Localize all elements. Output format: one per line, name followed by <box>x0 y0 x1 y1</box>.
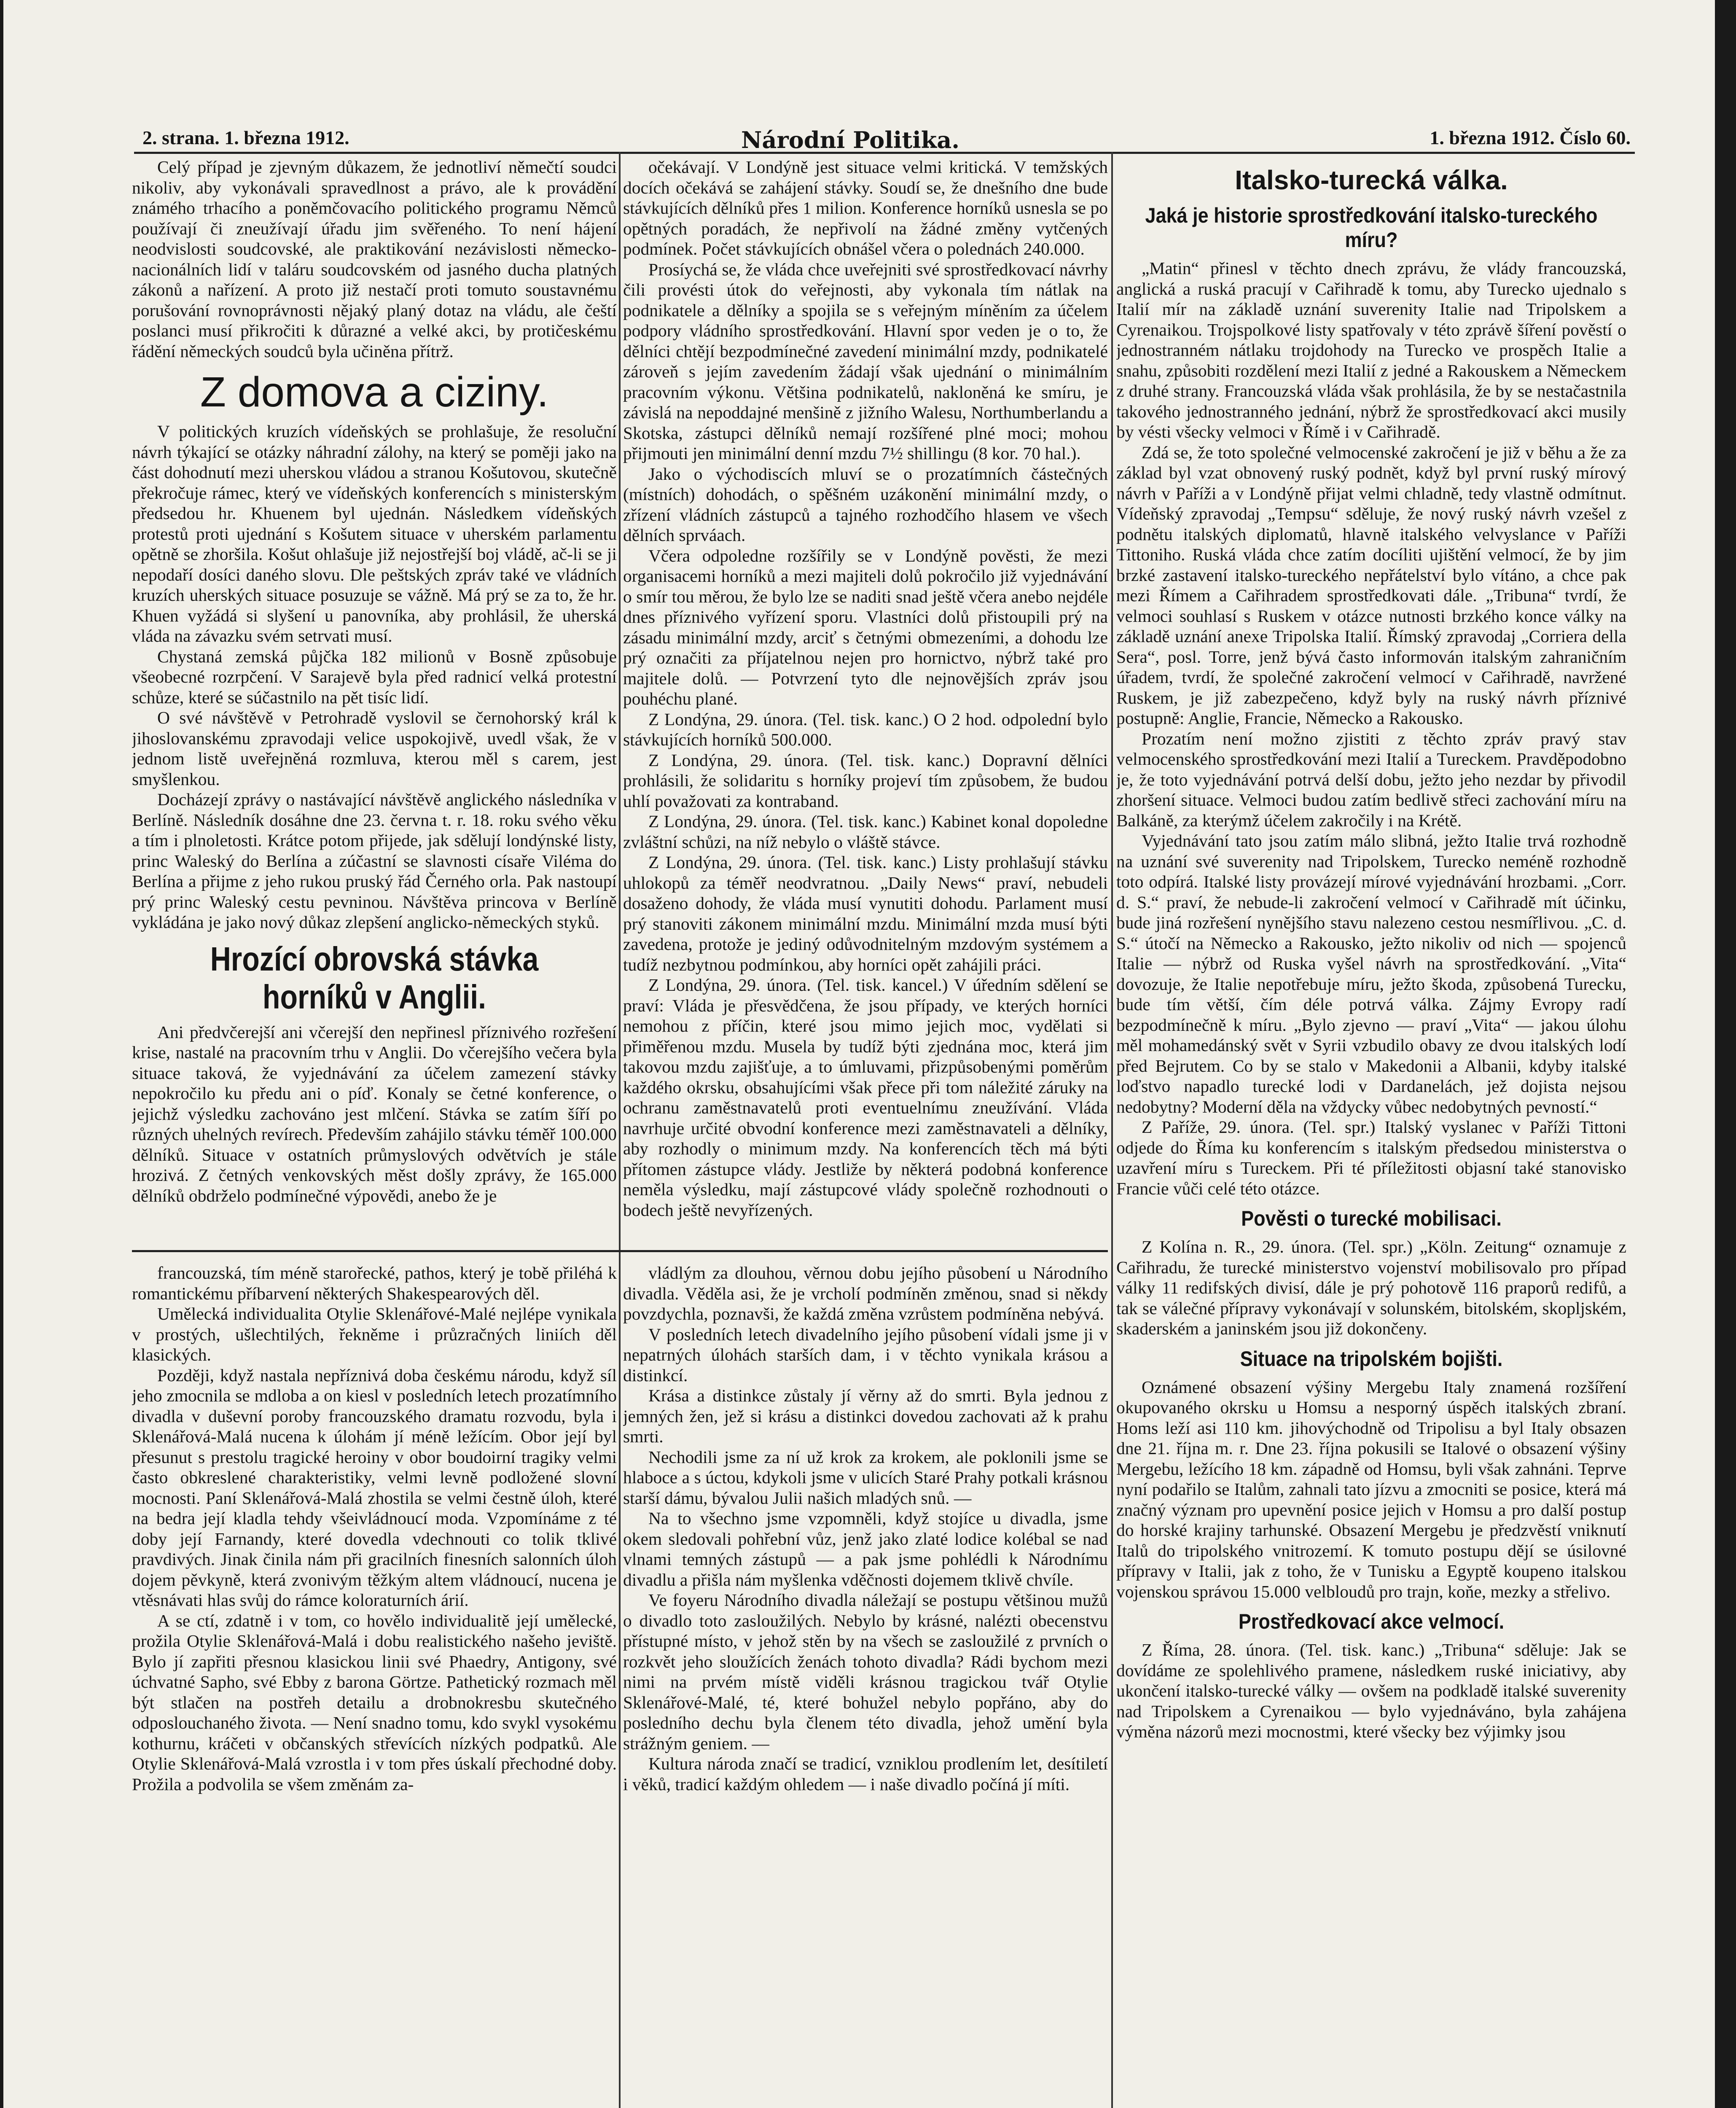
paragraph: Vyjednávání tato jsou zatím málo slibná, ježto Italie trvá rozhodně na uznání své suverenity nad Tripolskem, Turecko neméně rozhodně toto odpírá. Italské listy provázejí mírové vyjednávání hrozbami. „Corr. d. S.“ praví, že nebude-li zakročení velmocí v Cařihradě mít účinku, bude jiná rozřešení nynějšího stavu nalezeno cestou nesmířlivou. „C. d. S.“ útočí na Německo a Rakousko, ježto nikoliv od nich — spojenců Italie — nýbrž od Ruska vyšel návrh na sprostředkování. „Vita“ dovozuje, že Italie nepotřebuje míru, ježto škoda, způsobená Turecku, bude tím větší, čím déle potrvá válka. Zájmy Evropy radí bezpodmínečně k míru. „Bylo zjevno — praví „Vita“ — jakou úlohu měl mohamedánský svět v Syrii vzbudilo obavy ze dvou italských lodí před Bejrutem. Co by se stalo v Makedonii a Albanii, kdyby italské loďstvo napadlo turecké lodi v Dardanelách, jež dojista nejsou nedobytny? Moderní děla na vždycky vůbec nedobytných pevností.“ <box>1116 831 1626 1116</box>
dispatch: Z Londýna, 29. února. (Tel. tisk. kanc.) Dopravní dělníci prohlásili, že solidaritu s horníky projeví tím způsobem, že budou uhlí považovati za kontraband. <box>623 750 1108 811</box>
paragraph: Prosíychá se, že vláda chce uveřejniti své sprostředkovací návrhy čili provésti útok do veřejnosti, aby vykonala tím nátlak na podnikatele a dělníky a spojila se s veřejným míněním za účelem podpory vládního sprostředkování. Hlavní spor veden je o to, že dělníci chtějí bezpodmínečné zavedení minimální mzdy, podnikatelé zároveň s jejím zavedením žádají však ujednání o minimálním pracovním výkonu. Většina podnikatelů, nakloněná ke smíru, je závislá na nepoddajné menšině z jižního Walesu, Northumberlandu a Skotska, zástupci dělníků nemají rozšířené plné moci; mohou přijmouti jen minimální denní mzdu 7½ shillingu (8 kor. 70 hal.). <box>623 259 1108 463</box>
column-2 <box>623 157 1108 1312</box>
paragraph: Ani předvčerejší ani včerejší den nepřinesl příznivého rozřešení krise, nastalé na pracovním trhu v Anglii. Do včerejšího večera byla situace taková, že vyjednávání za účelem zamezení stávky nepokročilo ku předu ani o píď. Konaly se četné konference, o jejichž výsledku zachováno jest mlčení. Stávka se zatím šíří po různých uhelných revírech. Především zahájilo stávku téměř 100.000 dělníků. Situace v ostatních průmyslových odvětvích je stále hrozivá. Z četných venkovských měst došly zprávy, že 165.000 dělníků obdrželo podmínečné výpovědi, anebo že je <box>132 1022 617 1205</box>
column-3 <box>1116 157 1626 2108</box>
paragraph: O své návštěvě v Petrohradě vyslovil se černohorský král k jihoslovanskému zpravodaji velice uspokojivě, uvedl však, že v jednom listě uveřejněná rozmluva, kterou měl s carem, jest smyšlenkou. <box>132 708 617 789</box>
feuilleton-column-1 <box>132 1263 617 2108</box>
paragraph: Nechodili jsme za ní už krok za krokem, ale poklonili jsme se hlaboce a s úctou, kdykoli jsme v ulicích Staré Prahy potkali krásnou starší dámu, bývalou Julii našich mladých snů. — <box>623 1447 1108 1508</box>
paragraph: Z Kolína n. R., 29. února. (Tel. spr.) „Köln. Zeitung“ oznamuje z Cařihradu, že turecké ministerstvo vojenství mobilisovalo pro případ války 11 redifských divisí, dále je prý pohotově 116 praporů redifů, a tak se válečné přípravy vykonávají v solunském, bitolském, skopljském, skaderském a janinském jsou již dokončeny. <box>1116 1237 1626 1338</box>
page-header <box>134 126 1635 154</box>
section-heading: Z domova a ciziny. <box>200 368 549 416</box>
column-divider <box>619 1256 621 2108</box>
paragraph: francouzská, tím méně starořecké, pathos, který je tobě přiléhá k romantickému příbarvení některých Shakespearových děl. <box>132 1263 617 1303</box>
paragraph: vládlým za dlouhou, věrnou dobu jejího působení u Národního divadla. Věděla asi, že je vrcholí podmíněn změnou, snad si někdy povzdychla, poznavši, že každá změna vzrůstem podmíněna nebývá. <box>623 1263 1108 1323</box>
article-heading: Italsko-turecká válka. <box>1235 165 1508 195</box>
header-left: 2. strana. 1. března 1912. <box>142 127 349 148</box>
paragraph: Ve foyeru Národního divadla náležají se postupu většinou mužů o divadlo toto zasloužilých. Nebylo by krásné, nalézti obecenstvu přístupné místo, v jehož stěn by na všech se zasloužilé z prvních o rozkvět jeho sloužících ženách tohoto divadla? Rádi bychom mezi nimi na prvém místě viděli krásnou tragickou tvář Otylie Sklenářové-Malé, té, které bohužel nebylo popřáno, aby do posledního dechu byla členem této divadla, jehož umění byla strážným geniem. — <box>623 1590 1108 1753</box>
paragraph: Jako o východiscích mluví se o prozatímních částečných (místních) dohodách, o spěšném uzákonění minimální mzdy, o zřízení vládních zástupců a tajného rozhodčího hlasem ve všech dělních sprváach. <box>623 464 1108 545</box>
dispatch: Z Londýna, 29. února. (Tel. tisk. kanc.) Kabinet konal dopoledne zvláštní schůzi, na níž nebylo o vláště stávce. <box>623 812 1108 852</box>
paragraph: Zdá se, že toto společné velmocenské zakročení je již v běhu a že za základ byl vzat obnovený ruský podnět, když byl první ruský mírový návrh v Paříži a v Londýně přijat velmi chladně, tedy vlastně odmítnut. Vídeňský zpravodaj „Tempsu“ sděluje, že nový ruský návrh vzešel z podnětu italských diplomatů, hlavně italského velvyslance v Paříži Tittoniho. Ruská vláda chce zatím docíliti ujištění velmocí, že by jim brzké zastavení italsko-tureckého nepřátelství bylo vítáno, a chce pak mezi Římem a Cařihradem sprostředkovati dále. „Tribuna“ tvrdí, že velmoci souhlasí s Ruskem v otázce nutnosti brzkého konce války na základě uznání anexe Tripolska Italií. Římský zpravodaj „Corriera della Sera“, posl. Torre, jenž bývá často informován italským zahraničním úřadem, tvrdí, že společné zakročení velmocí v Cařihradě, navržené Ruskem, je již zabezpečeno, když byly na ruský návrh příznivé postupně: Anglie, Francie, Německo a Rakousko. <box>1116 442 1626 728</box>
paragraph: „Matin“ přinesl v těchto dnech zprávu, že vlády francouzská, anglická a ruská pracují v Cařihradě k tomu, aby Turecko ujednalo s Italií mír na základě uznání suverenity Italie nad Tripolskem a Cyrenaikou. Trojspolkové listy spatřovaly v této zprávě šíření pověstí o jednostranném nátlaku trojdohody na Turecko ve prospěch Italie a snahu, způsobiti rozdělení mezi Italií z jedné a Rakouskem a Německem z druhé strany. Francouzská vláda však prohlásila, že by se nestačastnila takového jednostranného jednání, nýbrž že sprostředkovací akci musily by vésti všecky velmoci v Římě i v Cařihradě. <box>1116 258 1626 441</box>
paragraph: Krása a distinkce zůstaly jí věrny až do smrti. Byla jednou z jemných žen, jež si krásu a distinkci dovedou zachovati až k prahu smrti. <box>623 1386 1108 1446</box>
dispatch: Z Londýna, 29. února. (Tel. tisk. kanc.) O 2 hod. odpolední bylo stávkujících horníků 500.000. <box>623 709 1108 749</box>
article-heading: Pověsti o turecké mobilisaci. <box>1241 1207 1502 1230</box>
article-heading: Situace na tripolském bojišti. <box>1240 1347 1503 1371</box>
paragraph: A se ctí, zdatně i v tom, co hovělo individualitě její umělecké, prožila Otylie Sklenářová-Malá i dobu realistického našeho jeviště. Bylo jí zapřiti přesnou klasickou linii své Phaedry, Antigony, své úchvatné Sapho, své Ebby z barona Görtze. Pathetický rozmach měl být stlačen na postřeh detailu a drobnokresbu skutečného odposlouchaného života. — Není snadno tomu, kdo svykl vysokému kothurnu, kráčeti v občanských střevících nízkých podpatků. Ale Otylie Sklenářová-Malá vzrostla i v tom přes úskalí přechodné doby. Prožila a podvolila se všem změnám za- <box>132 1611 617 1794</box>
newspaper-page <box>3 0 1715 2108</box>
article-subheading: Jaká je historie sprostředkování italsko-tureckého míru? <box>1145 204 1598 252</box>
paragraph: Z Paříže, 29. února. (Tel. spr.) Italský vyslanec v Paříži Tittoni odjede do Říma ku konferencím s italským předsedou ministerstva o uzavření míru s Tureckem. Při té příležitosti objasní také stanovisko Francie vůči celé této otázce. <box>1116 1117 1626 1198</box>
paragraph: Později, když nastala nepříznivá doba českému národu, když síl jeho zmocnila se mdloba a on kiesl v posledních letech prozatímního divadla v duševní poroby francouzského dramatu rozvodu, byla i Sklenářová-Malá nucena k úlohám jí méně ležícím. Obor její byl přesunut s prestolu tragické heroiny v obor boudoirní tragiky velmi často obkreslené charakteristiky, velmi levně podložené slovní mocnosti. Paní Sklenářová-Malá zhostila se velmi čestně úloh, které na bedra její kladla tehdy všeivládnoucí moda. Vzpomínáme z té doby její Farnandy, které dovedla vdechnouti co tolik tklivé pravdivých. Jinak činila nám při gracilních finesních salonních úloh dojem pěvkyně, která zvonivým těžkým altem vládnoucí, nucena je vtěsnávati hlas svůj do rámce koloraturních árií. <box>132 1365 617 1610</box>
paragraph: Chystaná zemská půjčka 182 milionů v Bosně způsobuje všeobecné rozrpčení. V Sarajevě byla před radnicí velká protestní schůze, které se súčastnilo na pět tisíc lidí. <box>132 646 617 707</box>
masthead-title: Národní Politika. <box>741 126 960 153</box>
dispatch: Z Londýna, 29. února. (Tel. tisk. kancel.) V úředním sdělení se praví: Vláda je přesvědčena, že jsou případy, ve kterých horníci nemohou z příčin, které jsou mimo jejich moc, vydělati si přiměřenou mzdu. Musela by tudíž býti zjednána moc, která jim takovou mzdu zajišťuje, a to úmluvami, přizpůsobenými poměrům každého okrsku, obsahujícími však přece při tom náležité záruky na ochranu zaměstnavatelů proti eventuelnímu zneužívání. Vláda navrhuje určité obvodní konference mezi zaměstnavateli a dělníky, aby rozhodly o minimum mzdy. Na konferencích těch má býti přítomen zástupce vlády. Jestliže by některá podobná konference neměla výsledku, mají zástupcové vlády společně rozhodnouti o bodech ještě nevyřízených. <box>623 975 1108 1220</box>
feuilleton-column-2 <box>623 1263 1108 2108</box>
header-right: 1. března 1912. Číslo 60. <box>1430 127 1631 148</box>
paragraph: Včera odpoledne rozšířily se v Londýně pověsti, že mezi organisacemi horníků a mezi majiteli dolů pokročilo již vyjednávání o smír tou měrou, že bylo lze se naditi snad ještě včera anebo nejdéle dnes příznivého vyřízení sporu. Vlastníci dolů přistoupili prý na zásadu minimální mzdy, arciť s četnými obmezeními, a dohodu lze prý označiti za příjatelnou nejen pro hornictvo, nýbrž také pro majitele dolů. — Potvrzení tyto dle nejnovějších zpráv jsou pouhéchu plané. <box>623 546 1108 708</box>
article-heading: Prostředkovací akce velmocí. <box>1238 1610 1505 1633</box>
paragraph: Docházejí zprávy o nastávající návštěvě anglického následníka v Berlíně. Následník dosáhne dne 23. června t. r. 18. roku svého věku a tím i plnoletosti. Krátce potom přijede, jak sdělují londýnské listy, princ Waleský do Berlína a zúčastní se slavnosti císaře Viléma do Berlína a přijme z jeho rukou pruský řád Černého orla. Pak nastoupí prý princ Waleský cestu pevninou. Návštěva princova v Berlíně vykládána je jako nový důkaz zlepšení anglicko-německých styků. <box>132 790 617 932</box>
paragraph: V posledních letech divadelního jejího působení vídali jsme ji v nepatrných úlohách starších dam, i v těchto vynikala krásou a distinkcí. <box>623 1324 1108 1385</box>
paragraph: Z Říma, 28. února. (Tel. tisk. kanc.) „Tribuna“ sděluje: Jak se dovídáme ze spolehlivého pramene, následkem ruské iniciativy, aby ukončení italsko-turecké války — ovšem na podkladě italské suverenity nad Tripolskem a Cyrenaikou — bylo vyjednáváno, byla zahájena výměna názorů mezi mocnostmi, které všecky bez výjimky jsou <box>1116 1640 1626 1741</box>
paragraph: Oznámené obsazení výšiny Mergebu Italy znamená rozšíření okupovaného okrsku u Homsu a nesporný úspěch italských zbraní. Homs leží asi 110 km. jihovýchodně od Tripolisu a byl Italy obsazen dne 21. října m. r. Dne 23. října pokusili se Italové o obsazení výšiny Mergebu, ležícího 18 km. západně od Homsu, byli však zahnáni. Teprve nyní podařilo se Italům, zahnali tato jízvu a zmocniti se posice, která má značný význam pro upevnění posice jejich v Homsu a pro další postup do horské krajiny tarhunské. Obsazení Mergebu je předzvěstí vniknutí Italů do tripolského vnitrozemí. K tomuto postupu dějí se úsilovné přípravy v Italii, jak z toho, že v Tunisku a Egyptě koupeno italskou vojenskou správou 15.000 velbloudů pro trajn, koňe, mezky a střelivo. <box>1116 1377 1626 1601</box>
article-heading: Hrozící obrovská stávka horníků v Anglii. <box>210 940 539 1016</box>
paragraph: Umělecká individualita Otylie Sklenářové-Malé nejlépe vynikala v prostých, ušlechtilých, řekněme i průzračných liniích děl klasických. <box>132 1304 617 1364</box>
paragraph: Kultura národa značí se tradicí, vzniklou prodlením let, desítiletí i věků, tradicí každým ohledem — i naše divadlo počíná jí míti. <box>623 1754 1108 1794</box>
paragraph: V politických kruzích vídeňských se prohlašuje, že resoluční návrh týkající se otázky náhradní zálohy, na který se poměji jako na část dohodnutí mezi uherskou vládou a stranou Košutovou, skutečně překročuje rámec, který ve vídeňských konferencích s ministerským předsedou hr. Khuenem byl ujednán. Následkem vídeňských protestů proti ujednání s Košutem situace v uherském parlamentu opětně se zhoršila. Košut ohlašuje již nejostřejší boj vládě, ač-li se ji nepodaří dosíci daného slovu. Dle peštských zpráv také ve vládních kruzích uherských situace posuzuje se vážně. Má prý se za to, že hr. Khuen vyžádá si slyšení u panovníka, aby prohlásil, že uherská vláda na závazku svém setrvati musí. <box>132 422 617 645</box>
column-1 <box>132 157 617 1236</box>
column-divider <box>1111 152 1113 2108</box>
dispatch: Z Londýna, 29. února. (Tel. tisk. kanc.) Listy prohlašují stávku uhlokopů za téměř neodvratnou. „Daily News“ praví, nebudeli dosaženo dohody, že vláda musí vynutiti dohodu. Parlament musí prý stanoviti zákonem minimální mzdu. Minimální mzda musí býti zavedena, protože je jediný odůvodnitelným mzdovým systémem a tudíž nezbytnou podmínkou, aby horníci opět zahájili práci. <box>623 852 1108 974</box>
paragraph: Na to všechno jsme vzpomněli, když stojíce u divadla, jsme okem sledovali pohřební vůz, jenž jako zlaté lodice kolébal se nad vlnami temných zástupů — a pak jsme pohlédli k Národnímu divadlu a přišla nám myšlenka vděčnosti dojemem tklivě chvíle. <box>623 1508 1108 1589</box>
column-divider <box>619 152 621 1261</box>
paragraph: Prozatím není možno zjistiti z těchto zpráv pravý stav velmocenského sprostředkování mezi Italií a Tureckem. Pravděpodobno je, že toto vyjednávání potrvá delší dobu, ježto jeho nezdar by přivodil zhoršení situace. Velmoci budou zatím bedlivě střeci zachování míru na Balkáně, za kterýmž účelem zakročily i na Krétě. <box>1116 729 1626 830</box>
paragraph: očekávají. V Londýně jest situace velmi kritická. V temžských docích očekává se zahájení stávky. Soudí se, že dnešního dne bude stávkujících dělníků přes 1 milion. Konference horníků usnesla se po opětných poradách, že nepřivolí na žádné změny vytčených podmínek. Počet stávkujících obnášel včera o polednách 240.000. <box>623 157 1108 258</box>
article-intro: Celý případ je zjevným důkazem, že jednotliví němečtí soudci nikoliv, aby vykonávali spravedlnost a právo, ale k provádění známého trhacího a poněmčovacího politického programu Němců používají či zneužívají úřadu jim svěřeného. To není hájení neodvislosti soudcovské, ale praktikování nezávislosti německo-nacionálních lidí v taláru soudcovském od jasného ducha platných zákonů a nařízení. A proto již nestačí proti tomuto soustavnému porušování rovnoprávnosti nějaký planý dotaz na vládu, ale čeští poslanci musí přikročiti k důrazné a velké akci, by protičeskému řádění německých soudců byla učiněna přítrž. <box>132 157 617 361</box>
